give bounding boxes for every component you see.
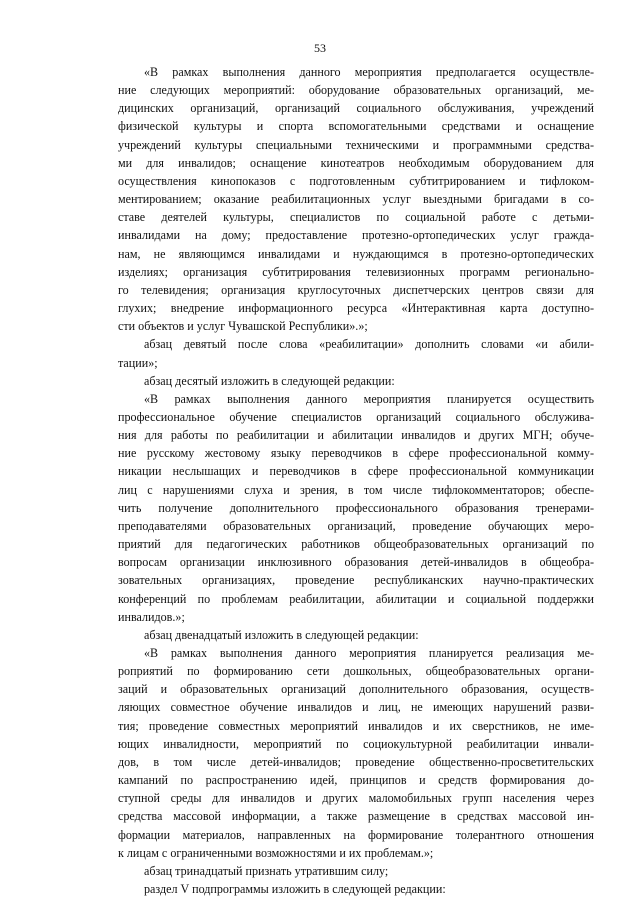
text-line: ния для работы по реабилитации и абилитации инвалидов и других МГН; обуче- (118, 428, 594, 443)
document-body (118, 63, 594, 898)
paragraph (118, 335, 594, 371)
text-line: ние русскому жестовому языку переводчиков в сфере профессиональной комму- (118, 446, 594, 461)
text-line: дов, в том числе детей-инвалидов; проведение общественно-просветительских (118, 754, 594, 769)
text-line: «В рамках выполнения данного мероприятия предполагается осуществле- (144, 65, 594, 79)
text-line: абзац тринадцатый признать утратившим силу; (144, 863, 389, 878)
text-line: ющих инвалидности, мероприятий по социокультурной реабилитации инвали- (118, 736, 594, 751)
text-line: тации»; (118, 355, 158, 370)
text-line: к лицам с ограниченными возможностями и их проблемам.»; (118, 845, 434, 860)
text-line: ставе деятелей культуры, специалистов по социальной работе с детьми- (118, 210, 594, 225)
text-line: преподавателями образовательных организаций, проведение обучающих меро- (118, 518, 594, 533)
text-line: го телевидения; организация круглосуточных диспетчерских центров связи для (118, 282, 594, 297)
text-line: нам, не являющимся инвалидами и нуждающимся в протезно-ортопедических (118, 246, 594, 261)
text-line: дицинских организаций, организаций социального обслуживания, учреждений (118, 101, 594, 116)
text-line: раздел V подпрограммы изложить в следующей редакции: (144, 882, 446, 897)
text-line: «В рамках выполнения данного мероприятия планируется реализация ме- (144, 646, 594, 660)
text-line: абзац девятый после слова «реабилитации» дополнить словами «и абили- (144, 337, 594, 352)
text-line: роприятий по формированию сети дошкольных, общеобразовательных органи- (118, 664, 594, 679)
text-line: профессиональное обучение специалистов организаций социального обслужива- (118, 409, 594, 424)
text-line: чить получение дополнительного профессионального образования тренерами- (118, 500, 594, 515)
paragraph (118, 63, 594, 335)
text-line: зовательных организациях, проведение республиканских научно-практических (118, 573, 594, 588)
paragraph (118, 390, 594, 626)
text-line: ментированием; оказание реабилитационных услуг выездными бригадами в со- (118, 192, 594, 207)
text-line: абзац двенадцатый изложить в следующей редакции: (144, 627, 419, 642)
text-line: приятий для педагогических работников общеобразовательных организаций по (118, 537, 594, 552)
text-line: инвалидов.»; (118, 609, 185, 624)
text-line: ступной среды для инвалидов и других маломобильных групп населения через (118, 791, 594, 806)
text-line: никации неслышащих и переводчиков в сфере профессиональной коммуникации (118, 464, 594, 479)
text-line: ние следующих мероприятий: оборудование образовательных организаций, ме- (118, 83, 594, 98)
text-line: «В рамках выполнения данного мероприятия планируется осуществить (144, 391, 594, 406)
text-line: лиц с нарушениями слуха и зрения, в том числе тифлокомментаторов; обеспе- (118, 482, 594, 497)
text-line: заций и образовательных организаций дополнительного образования, осуществ- (118, 682, 594, 697)
text-line: изделиях; организация субтитрирования телевизионных программ регионально- (118, 264, 594, 279)
paragraph (118, 880, 594, 898)
paragraph (118, 626, 594, 644)
page-number: 53 (314, 41, 326, 55)
text-line: сти объектов и услуг Чувашской Республики».»; (118, 319, 368, 334)
text-line: тия; проведение совместных мероприятий инвалидов и их сверстников, не име- (118, 718, 594, 733)
text-line: формации материалов, направленных на формирование толерантного отношения (118, 827, 594, 842)
text-line: осуществления кинопоказов с подготовленным субтитрированием и тифлоком- (118, 173, 594, 188)
text-line: учреждений культуры специальными техническими и программными средства- (118, 137, 594, 152)
text-line: вопросам организации инклюзивного образования детей-инвалидов в общеобра- (118, 555, 594, 570)
text-line: физической культуры и спорта вспомогательными средствами и оснащение (118, 119, 594, 134)
text-line: ми для инвалидов; оснащение кинотеатров необходимым оборудованием для (118, 155, 594, 170)
text-line: средства массовой информации, а также размещение в средствах массовой ин- (118, 809, 594, 824)
paragraph (118, 862, 594, 880)
paragraph (118, 372, 594, 390)
text-line: глухих; внедрение информационного ресурса «Интерактивная карта доступно- (118, 301, 594, 316)
text-line: конференций по проблемам реабилитации, абилитации и социальной поддержки (118, 591, 594, 606)
paragraph (118, 644, 594, 862)
text-line: ляющих совместное обучение инвалидов и лиц, не имеющих нарушений разви- (118, 700, 594, 715)
text-line: кампаний по распространению идей, принципов и средств формирования до- (118, 773, 594, 788)
text-line: абзац десятый изложить в следующей редакции: (144, 373, 395, 388)
text-line: инвалидами на дому; предоставление протезно-ортопедических услуг гражда- (118, 228, 594, 243)
